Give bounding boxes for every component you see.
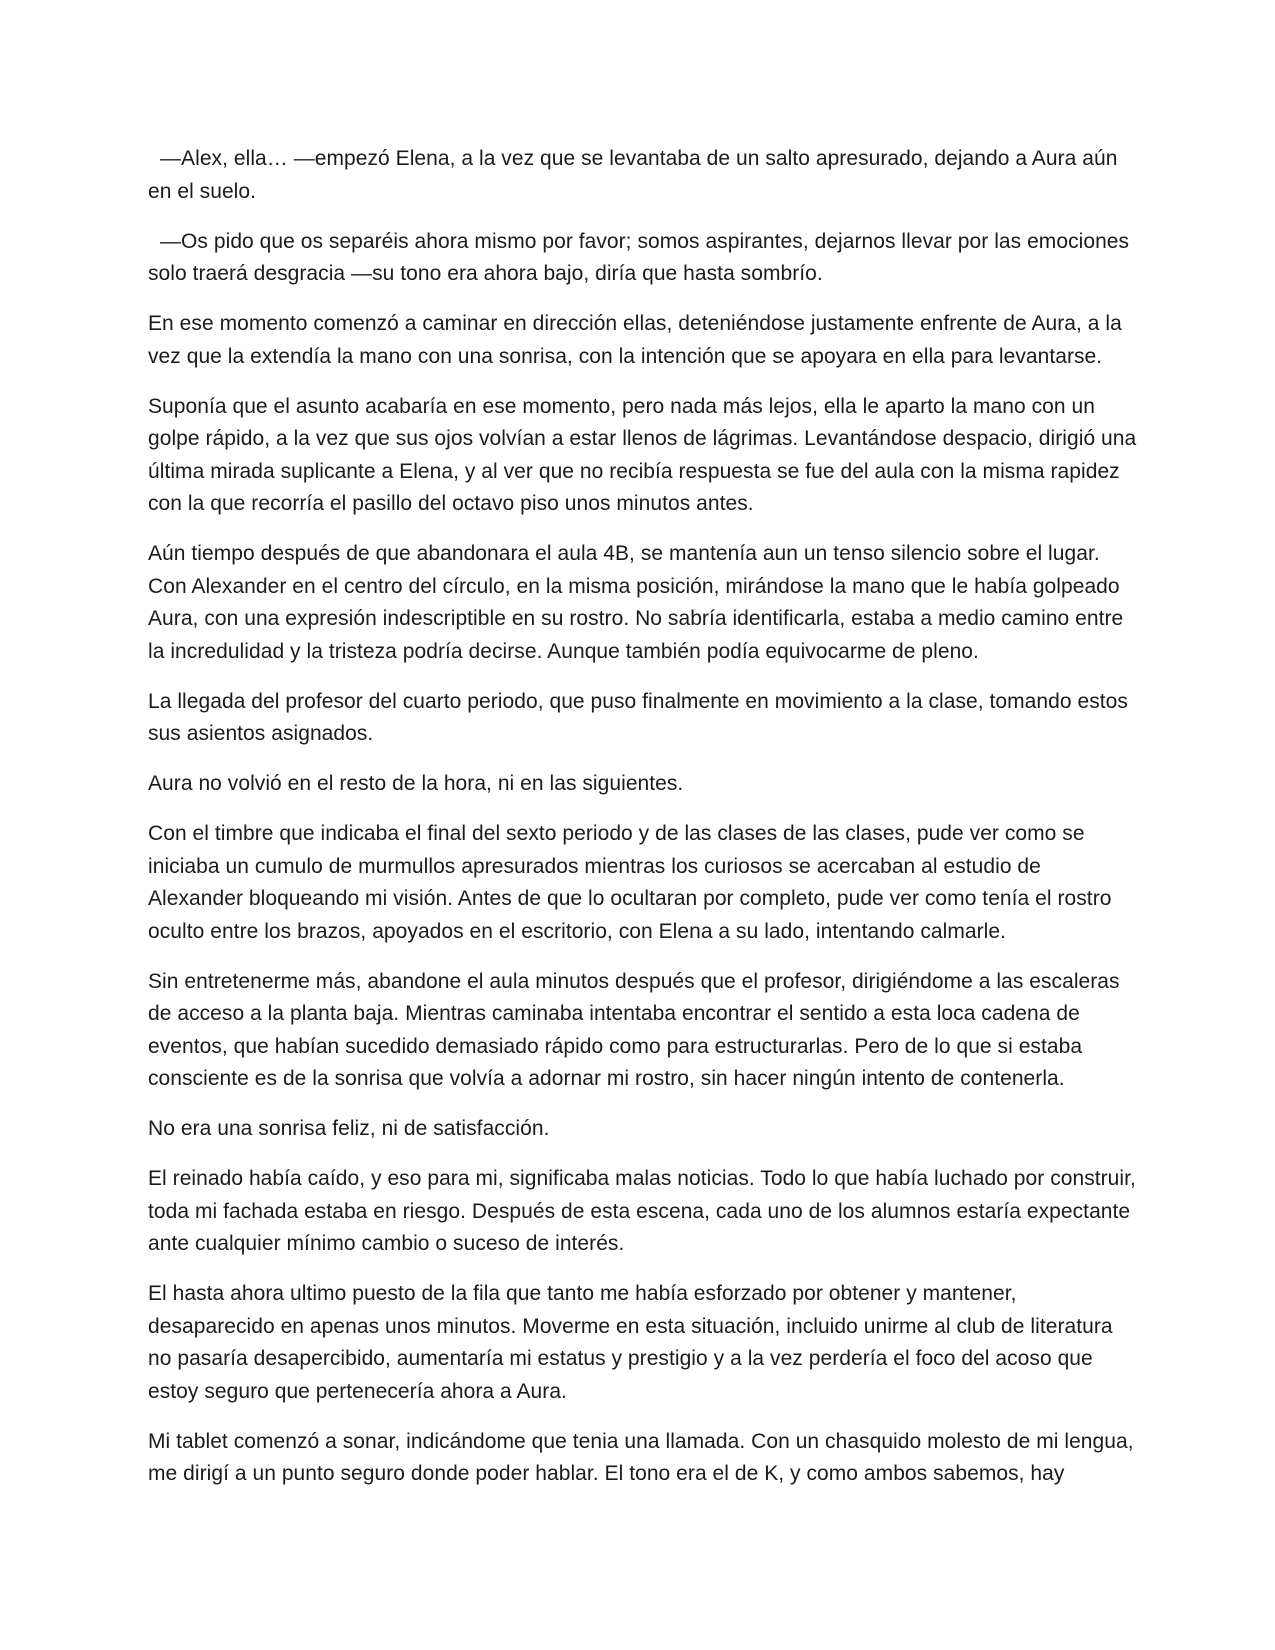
paragraph: El reinado había caído, y eso para mi, significaba malas noticias. Todo lo que había luchado por construir, toda mi fachada estaba en riesgo. Después de esta escena, cada uno de los alumnos estaría expectante ante cualquier mínimo cambio o suceso de interés. xyxy=(148,1167,1136,1255)
paragraph: La llegada del profesor del cuarto periodo, que puso finalmente en movimiento a la clase, tomando estos sus asientos asignados. xyxy=(148,689,1128,745)
paragraph: Mi tablet comenzó a sonar, indicándome que tenia una llamada. Con un chasquido molesto de mi lengua, me dirigí a un punto seguro donde poder hablar. El tono era el de K, y como ambos sabemos, hay xyxy=(148,1429,1134,1485)
document-body xyxy=(148,143,1138,1508)
paragraph-dialogue-alex: —Os pido que os separéis ahora mismo por favor; somos aspirantes, dejarnos llevar por las emociones solo traerá desgracia —su tono era ahora bajo, diría que hasta sombrío. xyxy=(148,229,1130,285)
paragraph-dialogue-elena: —Alex, ella… —empezó Elena, a la vez que se levantaba de un salto apresurado, dejando a Aura aún en el suelo. xyxy=(148,147,1118,203)
paragraph: Con el timbre que indicaba el final del sexto periodo y de las clases de las clases, pude ver como se iniciaba un cumulo de murmullos apresurados mientras los curiosos se acercaban al estudio de Alexander bloqueando mi visión. Antes de que lo ocultaran por completo, pude ver como tenía el rostro oculto entre los brazos, apoyados en el escritorio, con Elena a su lado, intentando calmarle. xyxy=(148,822,1112,943)
paragraph: Aún tiempo después de que abandonara el aula 4B, se mantenía aun un tenso silencio sobre el lugar. Con Alexander en el centro del círculo, en la misma posición, mirándose la mano que le había golpeado Aura, con una expresión indescriptible en su rostro. No sabría identificarla, estaba a medio camino entre la incredulidad y la tristeza podría decirse. Aunque también podía equivocarme de pleno. xyxy=(148,542,1124,663)
paragraph: No era una sonrisa feliz, ni de satisfacción. xyxy=(148,1117,550,1140)
paragraph: En ese momento comenzó a caminar en dirección ellas, deteniéndose justamente enfrente de Aura, a la vez que la extendía la mano con una sonrisa, con la intención que se apoyara en ella para levantarse. xyxy=(148,312,1122,368)
paragraph: Suponía que el asunto acabaría en ese momento, pero nada más lejos, ella le aparto la mano con un golpe rápido, a la vez que sus ojos volvían a estar llenos de lágrimas. Levantándose despacio, dirigió una última mirada suplicante a Elena, y al ver que no recibía respuesta se fue del aula con la misma rapidez con la que recorría el pasillo del octavo piso unos minutos antes. xyxy=(148,394,1137,515)
paragraph: Aura no volvió en el resto de la hora, ni en las siguientes. xyxy=(148,772,684,795)
paragraph: Sin entretenerme más, abandone el aula minutos después que el profesor, dirigiéndome a las escaleras de acceso a la planta baja. Mientras caminaba intentaba encontrar el sentido a esta loca cadena de eventos, que habían sucedido demasiado rápido como para estructurarlas. Pero de lo que si estaba consciente es de la sonrisa que volvía a adornar mi rostro, sin hacer ningún intento de contenerla. xyxy=(148,969,1120,1090)
paragraph: El hasta ahora ultimo puesto de la fila que tanto me había esforzado por obtener y mantener, desaparecido en apenas unos minutos. Moverme en esta situación, incluido unirme al club de literatura no pasaría desapercibido, aumentaría mi estatus y prestigio y a la vez perdería el foco del acoso que estoy seguro que pertenecería ahora a Aura. xyxy=(148,1282,1113,1403)
